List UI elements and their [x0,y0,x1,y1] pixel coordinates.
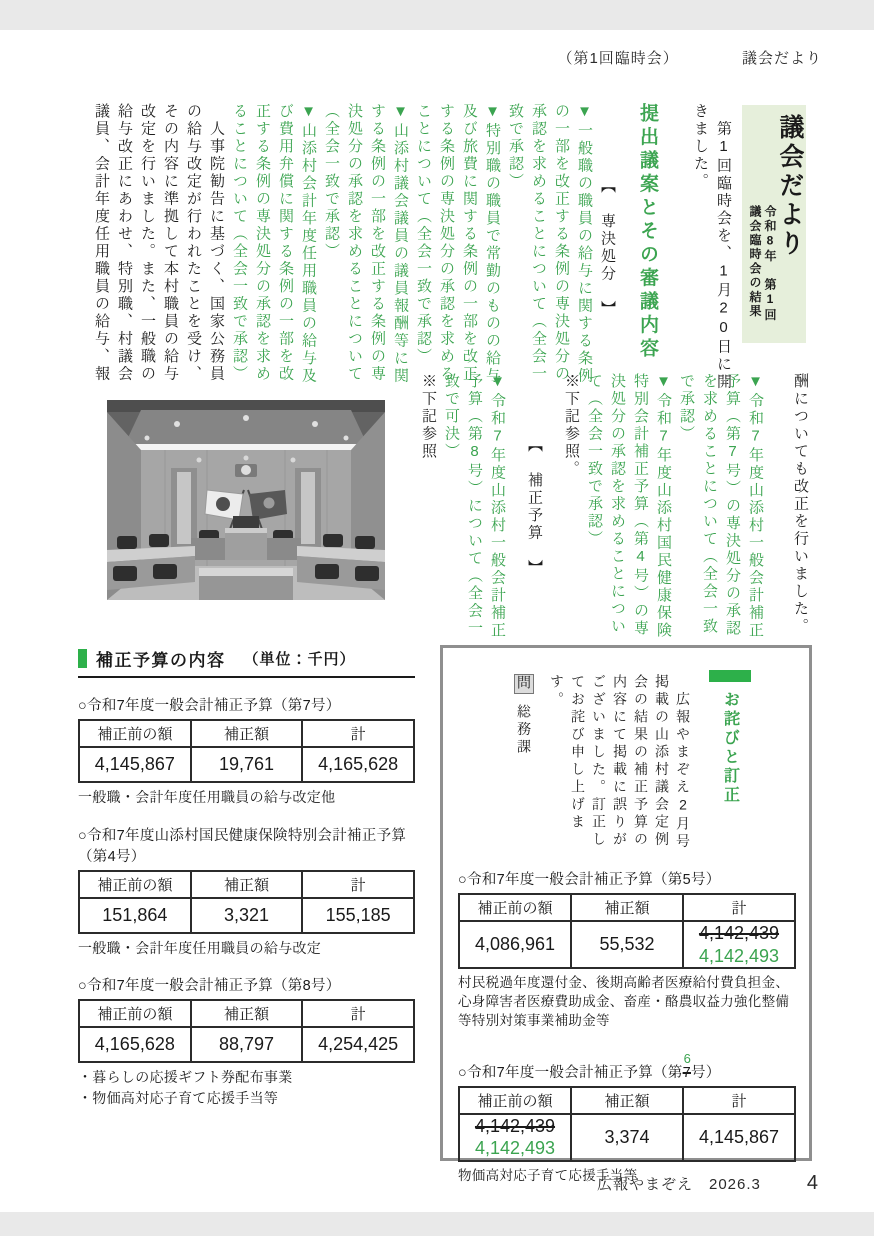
issue-title: 議会だより [776,114,804,259]
agenda-item: ▼特別職の職員で常勤のものの給与及び旅費に関する条例の一部を改正する条例の専決処分の承認を求めることについて（全会一致で承認） [415,103,501,385]
table-row [459,921,795,968]
corrected-value: 4,142,493 [698,945,780,966]
col-header: 補正額 [191,871,303,898]
cell-before: 4,145,867 [79,747,191,782]
table-note: ・物価高対応子育て応援手当等 [78,1089,279,1106]
issue-subtitle: 令和8年 第1回議会臨時会の結果 [748,205,777,323]
correction-table [458,893,796,969]
struck-value: 4,142,439 [698,923,780,943]
agenda-item: ▼令和7年度山添村一般会計補正予算（第7号）の専決処分の承認を求めることについて（全会一致で承認） [678,373,764,640]
correction-table [458,1086,796,1162]
budget-section-heading [78,646,415,678]
article-body: 人事院勧告に基づく、国家公務員の給与改定が行われたことを受け、その内容に準拠して本村職員の給与改定を行いました。また、一般職の給与改正にあわせ、特別職、村議会議員、会計年度任用職員の給与、報 [93,103,225,383]
correction-table-title [458,1050,796,1082]
cell-total: 155,185 [302,898,414,933]
correction-box [440,645,812,1183]
table-note: 物価高対応子育て応援手当等 [458,1167,638,1183]
cell-total-corrected [683,921,795,968]
budget-table-title: ○令和7年度山添村国民健康保険特別会計補正予算（第4号） [78,827,407,865]
cell-amount: 88,797 [191,1027,303,1062]
col-header: 補正前の額 [459,1087,571,1114]
corrected-digit-old: 7 [682,1064,691,1081]
correction-table-title: ○令和7年度一般会計補正予算（第5号） [458,872,721,888]
green-bar-icon [709,670,751,682]
col-header: 計 [302,1000,414,1027]
header-meeting-label: （第1回臨時会） [557,50,679,67]
green-square-icon [78,649,87,668]
agenda-item: ▼令和7年度山添村一般会計補正予算（第8号）について（全会一致で可決） [443,373,506,640]
agenda-item: ▼山添村会計年度任用職員の給与及び費用弁償に関する条例の一部を改正する条例の専決処分の承認を求めることについて（全会一致で承認） [231,103,317,385]
correction-title-text: お詫びと訂正 [721,691,739,805]
cell-amount: 3,374 [571,1114,683,1161]
budget-table [78,999,415,1063]
table-note: ・暮らしの応援ギフト券配布事業 [78,1069,293,1086]
agenda-item: ▼令和7年度山添村国民健康保険特別会計補正予算（第4号）の専決処分の承認を求めることについて（全会一致で承認） [586,373,672,640]
correction-text: 広報やまぞえ2月号掲載の山添村議会定例会の結果の補正予算の内容にて掲載に誤りがございました。訂正してお詫び申し上げます。 [549,674,691,851]
corrected-digit-new: 6 [683,1050,692,1066]
contact-department: 総務課 [516,703,532,756]
col-header: 補正前の額 [459,894,571,921]
cell-amount: 19,761 [191,747,303,782]
col-header: 計 [302,871,414,898]
col-header: 補正額 [191,1000,303,1027]
cell-amount: 3,321 [191,898,303,933]
col-header: 補正額 [571,894,683,921]
issue-title-box [742,105,806,343]
cell-total: 4,254,425 [302,1027,414,1062]
budget-table-title: ○令和7年度一般会計補正予算（第7号） [78,698,341,714]
table-row [79,747,414,782]
header-paper-label: 議会だより [741,50,822,67]
col-header: 計 [683,894,795,921]
budget-heading-text: 補正予算の内容 [96,651,226,670]
table-row [459,1114,795,1161]
cell-before: 4,086,961 [459,921,571,968]
article-body-continued: 酬についても改正を行いました。 [792,373,809,636]
article-block-2 [393,373,812,641]
page-number: 4 [806,1172,818,1194]
budget-table-title: ○令和7年度一般会計補正予算（第8号） [78,978,341,995]
budget-section [78,646,415,1108]
bracket-heading-senketsu: 【 専決処分 】 [599,178,616,318]
bracket-heading-hosei: 【 補正予算 】 [526,437,543,577]
see-below-note: ※下記参照。 [563,373,580,478]
see-below-note: ※下記参照 [420,373,437,461]
contact-line [513,674,534,862]
lead-paragraph: 第1回臨時会を、1月20日に開きました。 [692,103,732,391]
section-heading: 提出議案とその審議内容 [637,103,658,362]
bottom-gray-bar [0,1212,874,1236]
budget-unit-label: （単位：千円） [243,651,356,668]
cell-total: 4,145,867 [683,1114,795,1161]
table-row [79,1027,414,1062]
budget-table [78,719,415,783]
correction-body [513,674,693,862]
agenda-item: ▼山添村議会議員の議員報酬等に関する条例の一部を改正する条例の専決処分の承認を求めることについて（全会一致で承認） [323,103,409,385]
page-footer [597,1172,818,1195]
budget-table-group [78,974,415,1108]
budget-table-group [78,824,415,959]
page-header [557,47,822,68]
article-block-1 [84,103,735,393]
correction-tables [458,868,796,1186]
col-header: 補正前の額 [79,871,191,898]
title-suffix: 号） [691,1064,721,1081]
budget-table-group [78,694,415,808]
cell-amount: 55,532 [571,921,683,968]
publication-name: 広報やまぞえ 2026.3 [596,1176,761,1193]
col-header: 計 [302,720,414,747]
inquiry-icon: 問 [516,675,532,693]
corrected-value: 4,142,493 [474,1138,556,1159]
col-header: 補正前の額 [79,720,191,747]
table-row [79,898,414,933]
table-note: 一般職・会計年度任用職員の給与改定他 [78,789,336,805]
struck-value: 4,142,439 [474,1115,556,1136]
cell-before: 151,864 [79,898,191,933]
correction-title [709,670,751,805]
col-header: 計 [683,1087,795,1114]
col-header: 補正前の額 [79,1000,191,1027]
cell-before: 4,165,628 [79,1027,191,1062]
cell-total: 4,165,628 [302,747,414,782]
cell-before-corrected [459,1114,571,1161]
agenda-item: ▼一般職の職員の給与に関する条例の一部を改正する条例の専決処分の承認を求めることについて（全会一致で承認） [507,103,593,385]
col-header: 補正額 [571,1087,683,1114]
col-header: 補正額 [191,720,303,747]
table-note: 一般職・会計年度任用職員の給与改定 [78,939,322,956]
budget-table [78,870,415,934]
corrected-digit [682,1050,692,1081]
council-chamber-photo [107,400,385,600]
correction-table-group [458,868,796,1031]
top-gray-bar [0,0,874,30]
title-prefix: ○令和7年度一般会計補正予算（第 [458,1064,683,1081]
correction-table-group [458,1050,796,1186]
table-note: 村民税過年度還付金、後期高齢者医療給付費負担金、心身障害者医療費助成金、畜産・酪農収益力強化整備等特別対策事業補助金等 [458,975,790,1028]
